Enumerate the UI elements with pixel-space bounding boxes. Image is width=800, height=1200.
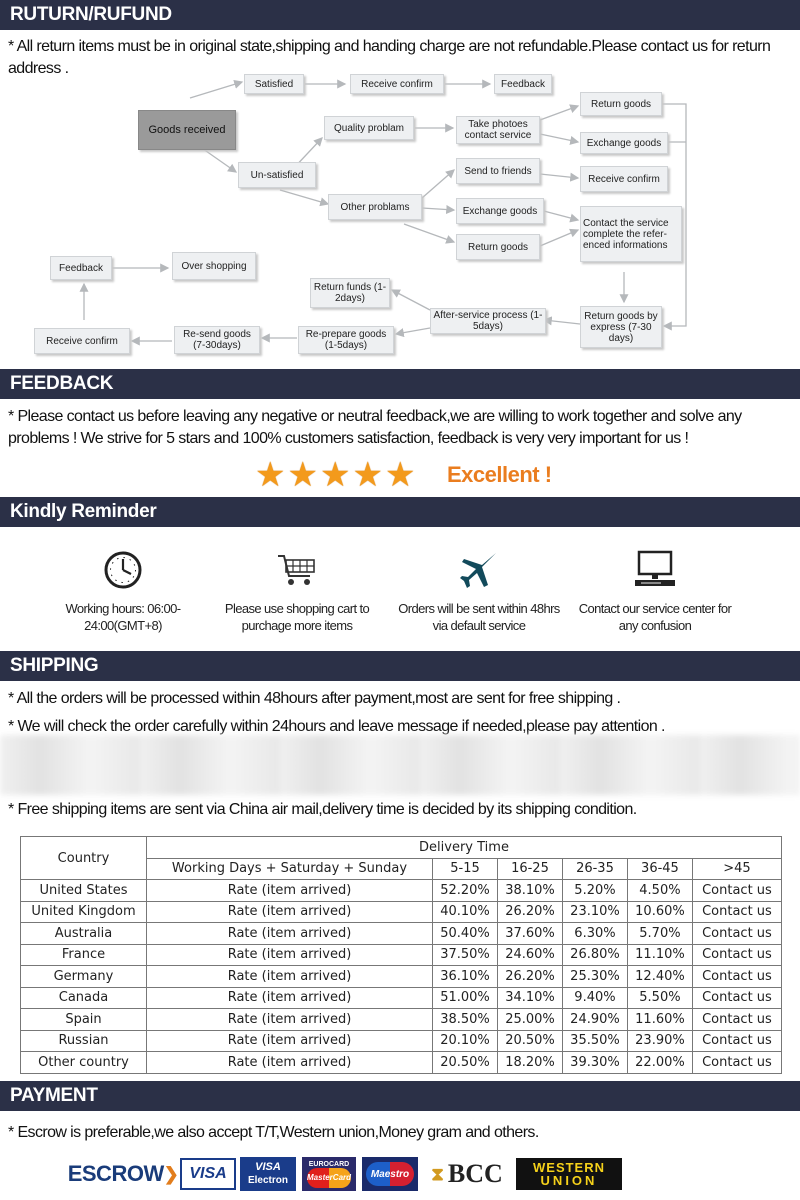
clock-icon xyxy=(103,550,143,590)
western-union-logo xyxy=(516,1158,622,1190)
percentage-cell: 23.90% xyxy=(627,1030,692,1052)
star-icon: ★ xyxy=(352,456,383,494)
star-icon: ★ xyxy=(384,456,416,494)
percentage-cell: Contact us xyxy=(692,1052,781,1074)
rate-cell: Rate (item arrived) xyxy=(147,880,433,902)
rate-cell: Rate (item arrived) xyxy=(147,901,433,923)
country-cell: Other country xyxy=(21,1052,147,1074)
percentage-cell: 26.20% xyxy=(497,966,562,988)
percentage-cell: 22.00% xyxy=(627,1052,692,1074)
table-row xyxy=(21,987,782,1009)
take-photos-box: Take photoes contact service xyxy=(456,116,540,144)
visa-electron-logo xyxy=(240,1157,296,1191)
days-header: Working Days + Saturday + Sunday xyxy=(147,858,433,880)
country-cell: Spain xyxy=(21,1009,147,1031)
goods-received-box: Goods received xyxy=(138,110,236,150)
country-header: Country xyxy=(21,837,147,880)
return-flowchart xyxy=(0,58,800,370)
percentage-cell: 9.40% xyxy=(562,987,627,1009)
maestro-logo xyxy=(362,1157,418,1191)
airplane-icon xyxy=(458,549,500,591)
percentage-cell: 38.50% xyxy=(433,1009,498,1031)
percentage-cell: 26.80% xyxy=(562,944,627,966)
mastercard-logo xyxy=(302,1157,356,1191)
percentage-cell: 52.20% xyxy=(433,880,498,902)
percentage-cell: 24.60% xyxy=(497,944,562,966)
shopping-cart-icon xyxy=(276,552,318,588)
star-icon: ★ xyxy=(255,456,286,494)
percentage-cell: 51.00% xyxy=(433,987,498,1009)
rate-cell: Rate (item arrived) xyxy=(147,987,433,1009)
reprepare-goods-box: Re-prepare goods (1-5days) xyxy=(298,326,394,354)
mastercard-label: MasterCard xyxy=(307,1168,351,1188)
percentage-cell: 18.20% xyxy=(497,1052,562,1074)
percentage-cell: 36.10% xyxy=(433,966,498,988)
reminder-text: Working hours: 06:00-24:00(GMT+8) xyxy=(65,601,181,633)
rate-cell: Rate (item arrived) xyxy=(147,1052,433,1074)
return-policy-text: * All return items must be in original state,shipping and handing charge are not refundable.Please contact us for return address . xyxy=(8,38,771,77)
resend-goods-box: Re-send goods (7-30days) xyxy=(174,326,260,354)
shipping-line-3: * Free shipping items are sent via China air mail,delivery time is decided by its shipping condition. xyxy=(8,801,637,818)
country-cell: Canada xyxy=(21,987,147,1009)
escrow-label: ESCROW xyxy=(67,1161,164,1186)
visa-electron-label-1: VISA xyxy=(255,1161,281,1173)
percentage-cell: 12.40% xyxy=(627,966,692,988)
payment-section-header: PAYMENT xyxy=(0,1081,800,1111)
star-icon: ★ xyxy=(287,456,318,494)
percentage-cell: 35.50% xyxy=(562,1030,627,1052)
percentage-cell: 23.10% xyxy=(562,901,627,923)
feedback-box-2: Feedback xyxy=(50,256,112,280)
country-cell: United States xyxy=(21,880,147,902)
country-cell: United Kingdom xyxy=(21,901,147,923)
return-funds-box: Return funds (1-2days) xyxy=(310,278,390,308)
table-row xyxy=(21,901,782,923)
table-row xyxy=(21,944,782,966)
receive-confirm-box-3: Receive confirm xyxy=(34,328,130,354)
rate-cell: Rate (item arrived) xyxy=(147,923,433,945)
visa-label: VISA xyxy=(189,1165,227,1182)
western-union-label-2: UNION xyxy=(540,1173,598,1188)
percentage-cell: 39.30% xyxy=(562,1052,627,1074)
reminder-text: Orders will be sent within 48hrs via default service xyxy=(398,601,560,633)
rate-cell: Rate (item arrived) xyxy=(147,1009,433,1031)
percentage-cell: Contact us xyxy=(692,1009,781,1031)
percentage-cell: 37.50% xyxy=(433,944,498,966)
western-union-label-1: WESTERN xyxy=(533,1160,605,1175)
return-section-header: RUTURN/RUFUND xyxy=(0,0,800,30)
visa-electron-label-2: Electron xyxy=(247,1175,288,1186)
percentage-cell: 25.30% xyxy=(562,966,627,988)
percentage-cell: 26.20% xyxy=(497,901,562,923)
reminder-shopping-cart xyxy=(212,548,382,634)
bucket-header: >45 xyxy=(692,858,781,880)
percentage-cell: Contact us xyxy=(692,901,781,923)
bcc-label: BCC xyxy=(447,1159,503,1188)
maestro-label: Maestro xyxy=(366,1162,414,1186)
shipping-line-2: * We will check the order carefully within 24hours and leave message if needed,please pay attention . xyxy=(8,718,665,735)
percentage-cell: 5.70% xyxy=(627,923,692,945)
table-row xyxy=(21,1052,782,1074)
delivery-time-header: Delivery Time xyxy=(147,837,782,859)
table-row xyxy=(21,880,782,902)
rate-cell: Rate (item arrived) xyxy=(147,1030,433,1052)
percentage-cell: 10.60% xyxy=(627,901,692,923)
over-shopping-box: Over shopping xyxy=(172,252,256,280)
percentage-cell: Contact us xyxy=(692,880,781,902)
shipping-section-header: SHIPPING xyxy=(0,651,800,681)
visa-logo xyxy=(180,1158,236,1190)
percentage-cell: 6.30% xyxy=(562,923,627,945)
percentage-cell: Contact us xyxy=(692,944,781,966)
country-cell: Australia xyxy=(21,923,147,945)
percentage-cell: 40.10% xyxy=(433,901,498,923)
country-cell: Germany xyxy=(21,966,147,988)
percentage-cell: 24.90% xyxy=(562,1009,627,1031)
exchange-goods-box-2: Exchange goods xyxy=(456,198,544,224)
percentage-cell: Contact us xyxy=(692,1030,781,1052)
escrow-logo xyxy=(67,1156,179,1192)
return-goods-box-1: Return goods xyxy=(580,92,662,116)
other-problems-box: Other problams xyxy=(328,194,422,220)
star-icon: ★ xyxy=(319,456,351,494)
percentage-cell: 4.50% xyxy=(627,880,692,902)
computer-icon xyxy=(633,550,677,590)
after-service-box: After-service process (1-5days) xyxy=(430,308,546,334)
reminder-section-header: Kindly Reminder xyxy=(0,497,800,527)
percentage-cell: Contact us xyxy=(692,987,781,1009)
percentage-cell: 5.50% xyxy=(627,987,692,1009)
payment-text: * Escrow is preferable,we also accept T/T,Western union,Money gram and others. xyxy=(8,1124,539,1141)
receive-confirm-box-1: Receive confirm xyxy=(350,74,444,94)
blurred-region xyxy=(0,735,800,795)
country-cell: France xyxy=(21,944,147,966)
percentage-cell: Contact us xyxy=(692,966,781,988)
percentage-cell: 34.10% xyxy=(497,987,562,1009)
rate-cell: Rate (item arrived) xyxy=(147,944,433,966)
bucket-header: 5-15 xyxy=(433,858,498,880)
exchange-goods-box-1: Exchange goods xyxy=(580,132,668,154)
receive-confirm-box-2: Receive confirm xyxy=(580,166,668,192)
percentage-cell: 25.00% xyxy=(497,1009,562,1031)
percentage-cell: 11.60% xyxy=(627,1009,692,1031)
reminder-contact-service xyxy=(570,548,740,634)
percentage-cell: 50.40% xyxy=(433,923,498,945)
feedback-box-1: Feedback xyxy=(494,74,552,94)
reminder-text: Contact our service center for any confusion xyxy=(578,601,732,633)
percentage-cell: 5.20% xyxy=(562,880,627,902)
percentage-cell: 20.10% xyxy=(433,1030,498,1052)
bucket-header: 36-45 xyxy=(627,858,692,880)
send-to-friends-box: Send to friends xyxy=(456,158,540,184)
percentage-cell: Contact us xyxy=(692,923,781,945)
bucket-header: 26-35 xyxy=(562,858,627,880)
table-row xyxy=(21,923,782,945)
percentage-cell: 37.60% xyxy=(497,923,562,945)
percentage-cell: 20.50% xyxy=(433,1052,498,1074)
unsatisfied-box: Un-satisfied xyxy=(238,162,316,188)
percentage-cell: 20.50% xyxy=(497,1030,562,1052)
feedback-text: * Please contact us before leaving any negative or neutral feedback,we are willing to work together and solve any problems ! We strive for 5 stars and 100% customers satisfaction, feedback is very very important for us ! xyxy=(8,408,742,447)
reminder-shipping-time xyxy=(394,548,564,634)
shipping-line-1: * All the orders will be processed within 48hours after payment,most are sent for free shipping . xyxy=(8,690,621,707)
satisfied-box: Satisfied xyxy=(244,74,304,94)
bcc-emblem-icon: ⧗ xyxy=(431,1163,444,1184)
rate-cell: Rate (item arrived) xyxy=(147,966,433,988)
eurocard-label: EUROCARD xyxy=(308,1160,350,1168)
quality-problem-box: Quality problam xyxy=(324,116,414,140)
table-row xyxy=(21,1009,782,1031)
reminder-working-hours xyxy=(38,548,208,634)
table-row xyxy=(21,1030,782,1052)
percentage-cell: 38.10% xyxy=(497,880,562,902)
bucket-header: 16-25 xyxy=(497,858,562,880)
five-star-rating xyxy=(255,457,415,493)
country-cell: Russian xyxy=(21,1030,147,1052)
excellent-label: Excellent ! xyxy=(447,462,552,487)
percentage-cell: 11.10% xyxy=(627,944,692,966)
table-row xyxy=(21,966,782,988)
return-goods-box-2: Return goods xyxy=(456,234,540,260)
escrow-arrow-icon: ❯ xyxy=(163,1163,179,1184)
feedback-section-header: FEEDBACK xyxy=(0,369,800,399)
return-by-express-box: Return goods by express (7-30 days) xyxy=(580,306,662,348)
reminder-text: Please use shopping cart to purchage more items xyxy=(224,601,370,633)
contact-service-box: Contact the service complete the refer-enced informations xyxy=(580,206,682,262)
bcc-logo xyxy=(426,1156,508,1192)
delivery-time-table xyxy=(20,836,782,1074)
